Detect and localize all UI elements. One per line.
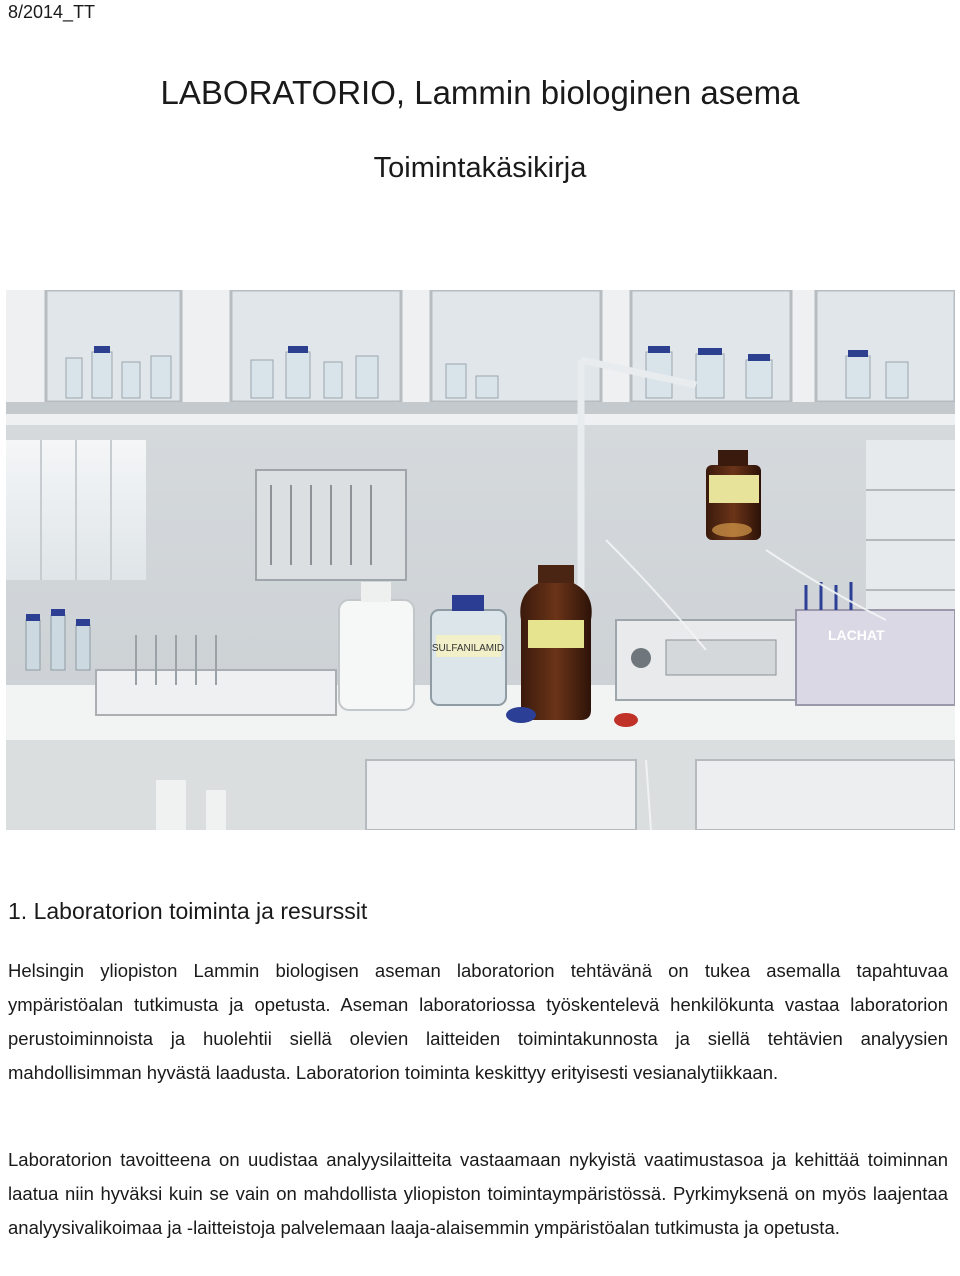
page-title: LABORATORIO, Lammin biologinen asema: [160, 74, 800, 111]
bottle-cap-blue: [506, 707, 536, 723]
page-subtitle: Toimintakäsikirja: [373, 152, 587, 184]
upper-cabinets: [6, 290, 955, 425]
document-code: 8/2014_TT: [8, 2, 96, 22]
instrument-label: LACHAT: [828, 627, 885, 643]
laboratory-photo-illustration: [6, 290, 955, 830]
autosampler: [616, 620, 806, 700]
paragraph-1: Helsingin yliopiston Lammin biologisen aseman laboratorion tehtävänä on tukea asemalla tapahtuvaa ympäristöalan tutkimusta ja opetusta. Aseman laboratoriossa työskentelevä henkilökunta vastaa laboratorion perustoiminnoista ja huolehtii siellä olevien laitteiden toimintakunnosta ja siellä tehtävien analyysien mahdollisimman hyvästä laadusta. Laboratorion toiminta keskittyy erityisesti vesianalytiikkaan.: [8, 960, 948, 1083]
bottle-label: SULFANILAMID: [431, 643, 505, 654]
laboratory-photo: [6, 290, 955, 830]
amber-bottle-large: [520, 565, 591, 720]
paragraph-2: Laboratorion tavoitteena on uudistaa analyysilaitteita vastaamaan nykyistä vaatimustasoa ja kehittää toiminnan laatua niin hyväksi kuin se vain on mahdollista yliopiston toimintaympäristössä. Pyrkimyksenä on myös laajentaa analyysivalikoimaa ja -laitteistoja palvelemaan laaja-alaisemmin ympäristöalan tutkimusta ja opetusta.: [8, 1149, 948, 1238]
bottle-cap-red: [614, 713, 638, 727]
glass-bottle: [431, 595, 506, 705]
section-heading: 1. Laboratorion toiminta ja resurssit: [8, 898, 368, 924]
plastic-container: [339, 600, 414, 710]
